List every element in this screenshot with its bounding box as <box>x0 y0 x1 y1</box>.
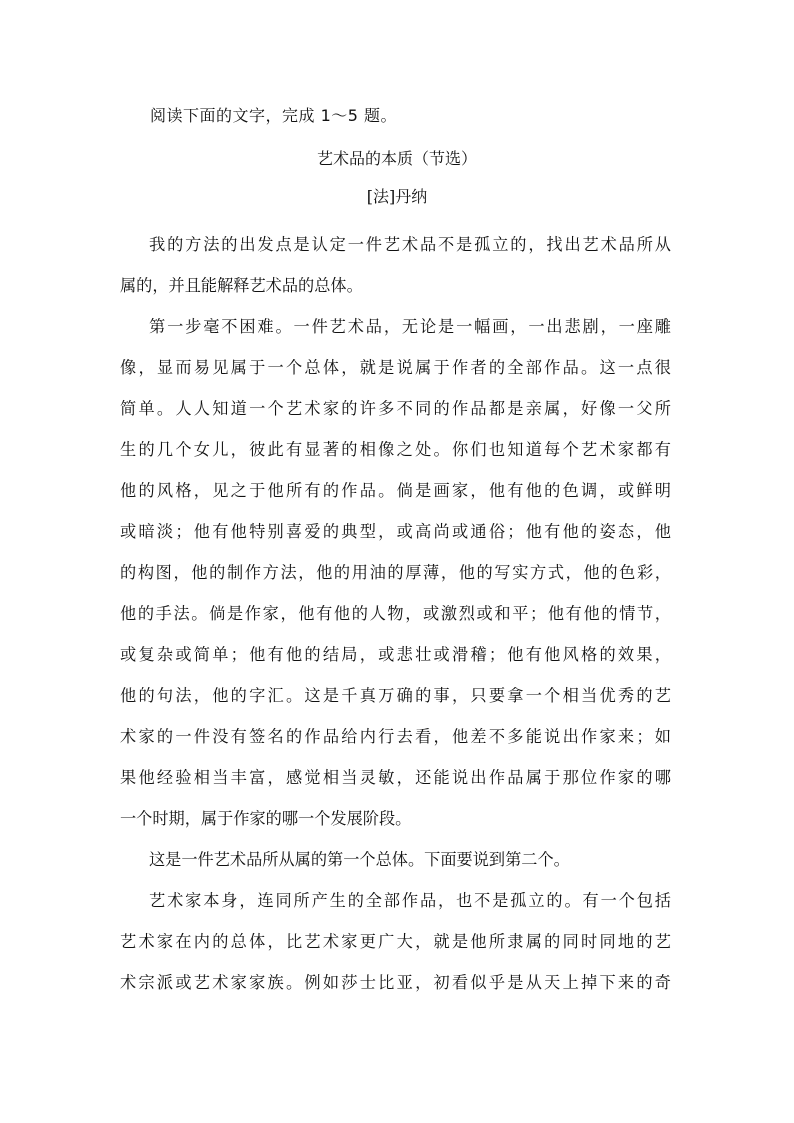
paragraph-line: 他的手法。倘是作家，他有他的人物，或激烈或和平；他有他的情节， <box>120 604 671 623</box>
question-instruction: 阅读下面的文字，完成 1～5 题。 <box>150 106 398 125</box>
paragraph-line: 术宗派或艺术家家族。例如莎士比亚，初看似乎是从天上掉下来的奇 <box>120 973 671 992</box>
paragraph-line: 第一步毫不困难。一件艺术品，无论是一幅画，一出悲剧，一座雕 <box>149 317 671 336</box>
paragraph-line: 果他经验相当丰富，感觉相当灵敏，还能说出作品属于那位作家的哪 <box>120 768 671 787</box>
paragraph-line: 的构图，他的制作方法，他的用油的厚薄，他的写实方式，他的色彩， <box>120 563 671 582</box>
paragraph-line: 简单。人人知道一个艺术家的许多不同的作品都是亲属，好像一父所 <box>120 399 671 418</box>
paragraph-line: 属的，并且能解释艺术品的总体。 <box>120 276 363 295</box>
paragraph-line: 或暗淡；他有他特别喜爱的典型，或高尚或通俗；他有他的姿态，他 <box>120 522 671 541</box>
paragraph-line: 他的风格，见之于他所有的作品。倘是画家，他有他的色调，或鲜明 <box>120 481 671 500</box>
paragraph-line: 他的句法，他的字汇。这是千真万确的事，只要拿一个相当优秀的艺 <box>120 686 671 705</box>
paragraph-line: 像，显而易见属于一个总体，就是说属于作者的全部作品。这一点很 <box>120 358 671 377</box>
paragraph-line: 艺术家本身，连同所产生的全部作品，也不是孤立的。有一个包括 <box>149 891 671 910</box>
paragraph-line: 或复杂或简单；他有他的结局，或悲壮或滑稽；他有他风格的效果， <box>120 645 671 664</box>
paragraph-line: 生的几个女儿，彼此有显著的相像之处。你们也知道每个艺术家都有 <box>120 440 671 459</box>
paragraph-line: 艺术家在内的总体，比艺术家更广大，就是他所隶属的同时同地的艺 <box>120 932 671 951</box>
article-author: [法]丹纳 <box>366 187 428 206</box>
paragraph-line: 我的方法的出发点是认定一件艺术品不是孤立的，找出艺术品所从 <box>149 235 671 254</box>
paragraph-line: 这是一件艺术品所从属的第一个总体。下面要说到第二个。 <box>149 850 570 869</box>
paragraph-line: 术家的一件没有签名的作品给内行去看，他差不多能说出作家来；如 <box>120 727 671 746</box>
paragraph-line: 一个时期，属于作家的哪一个发展阶段。 <box>120 809 412 828</box>
article-title: 艺术品的本质（节选） <box>316 149 477 168</box>
